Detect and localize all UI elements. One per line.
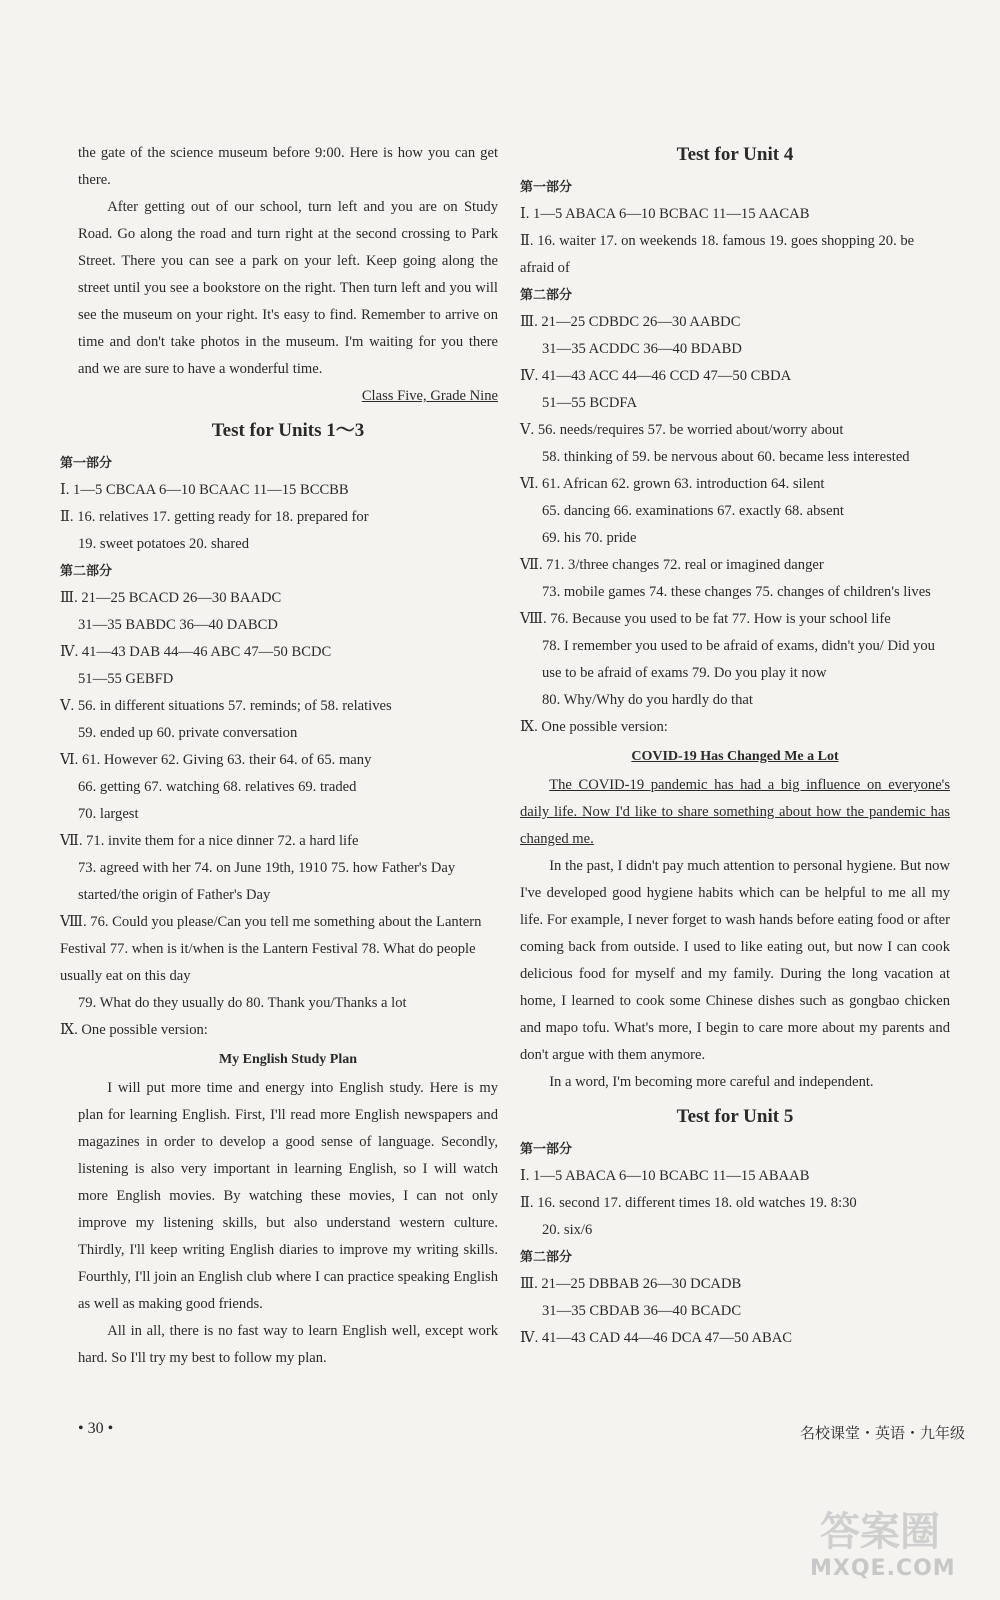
- answer-line: Ⅸ. One possible version:: [520, 719, 668, 735]
- answer-line: Ⅱ. 16. waiter 17. on weekends 18. famous 19. goes shopping 20. be afraid of: [520, 233, 915, 276]
- essay-paragraph-2: All in all, there is no fast way to learn English well, except work hard. So I'll try my best to follow my plan.: [78, 1323, 498, 1366]
- answer-line: 58. thinking of 59. be nervous about 60. became less interested: [542, 449, 910, 465]
- watermark-url: MXQE.COM: [810, 1556, 956, 1581]
- answer-line: 20. six/6: [542, 1222, 593, 1238]
- answer-line: Ⅷ. 76. Could you please/Can you tell me something about the Lantern Festival 77. when is it/when is the Lantern Festival 78. What do people usually eat on this day: [60, 914, 482, 984]
- intro-paragraph-2: After getting out of our school, turn left and you are on Study Road. Go along the road and turn right at the second crossing to Park Street. There you can see a park on your left. Keep going along the street until you see a bookstore on the right. Then turn left and you will see the museum on your right. It's easy to find. Remember to arrive on time and don't take photos in the museum. I'm waiting for you there and we are sure to have a wonderful time.: [78, 199, 498, 377]
- answer-line: 31—35 CBDAB 36—40 BCADC: [542, 1303, 742, 1319]
- answer-line: 65. dancing 66. examinations 67. exactly 68. absent: [542, 503, 844, 519]
- part-1-label: 第一部分: [60, 456, 113, 471]
- answer-line: Ⅵ. 61. However 62. Giving 63. their 64. of 65. many: [60, 752, 372, 768]
- answer-line: Ⅶ. 71. 3/three changes 72. real or imagined danger: [520, 557, 824, 573]
- answer-line: 69. his 70. pride: [542, 530, 637, 546]
- essay-paragraph-1: I will put more time and energy into English study. Here is my plan for learning English. First, I'll read more English newspapers and magazines in order to develop a good sense of language. Secondly, listening is also very important in learning English, so I will watch more English movies. By watching these movies, I can not only improve my listening skills, but also understand western culture. Thirdly, I'll keep writing English diaries to improve my writing skills. Fourthly, I'll join an English club where I can practice speaking English as well as making good friends.: [78, 1080, 498, 1312]
- answer-line: 73. mobile games 74. these changes 75. changes of children's lives: [542, 584, 931, 600]
- answer-line: Ⅳ. 41—43 DAB 44—46 ABC 47—50 BCDC: [60, 644, 332, 660]
- answer-line: Ⅴ. 56. in different situations 57. reminds; of 58. relatives: [60, 698, 392, 714]
- part-1-label: 第一部分: [520, 180, 573, 195]
- answer-line: 31—35 ACDDC 36—40 BDABD: [542, 341, 742, 357]
- answer-line: Ⅳ. 41—43 ACC 44—46 CCD 47—50 CBDA: [520, 368, 792, 384]
- part-2-label: 第二部分: [60, 564, 113, 579]
- answer-line: Ⅱ. 16. second 17. different times 18. old watches 19. 8:30: [520, 1195, 857, 1211]
- right-column: [520, 140, 950, 1352]
- essay-title: COVID-19 Has Changed Me a Lot: [631, 749, 839, 764]
- part-1-label: 第一部分: [520, 1142, 573, 1157]
- answer-line: 66. getting 67. watching 68. relatives 69. traded: [78, 779, 357, 795]
- test-title-units-1-3: Test for Units 1～3: [211, 420, 365, 441]
- signature: Class Five, Grade Nine: [361, 388, 498, 404]
- page-number: • 30 •: [78, 1420, 114, 1437]
- watermark-logo: 答案圈: [820, 1509, 940, 1555]
- answer-line: 19. sweet potatoes 20. shared: [78, 536, 250, 552]
- answer-line: Ⅳ. 41—43 CAD 44—46 DCA 47—50 ABAC: [520, 1330, 793, 1346]
- answer-line: Ⅴ. 56. needs/requires 57. be worried about/worry about: [520, 422, 844, 438]
- answer-line: Ⅰ. 1—5 ABACA 6—10 BCABC 11—15 ABAAB: [520, 1168, 810, 1184]
- answer-line: 78. I remember you used to be afraid of exams, didn't you/ Did you use to be afraid of exams 79. Do you play it now: [542, 638, 935, 681]
- answer-line: Ⅲ. 21—25 BCACD 26—30 BAADC: [60, 590, 282, 606]
- part-2-label: 第二部分: [520, 1250, 573, 1265]
- intro-paragraph-1: the gate of the science museum before 9:00. Here is how you can get there.: [78, 145, 498, 188]
- left-column: [60, 140, 498, 1372]
- essay-title: My English Study Plan: [218, 1052, 358, 1067]
- answer-line: Ⅷ. 76. Because you used to be fat 77. How is your school life: [520, 611, 891, 627]
- answer-line: Ⅰ. 1—5 CBCAA 6—10 BCAAC 11—15 BCCBB: [60, 482, 349, 498]
- answer-line: Ⅵ. 61. African 62. grown 63. introduction 64. silent: [520, 476, 825, 492]
- answer-line: 73. agreed with her 74. on June 19th, 1910 75. how Father's Day started/the origin of Father's Day: [78, 860, 456, 903]
- answer-line: Ⅲ. 21—25 DBBAB 26—30 DCADB: [520, 1276, 742, 1292]
- part-2-label: 第二部分: [520, 288, 573, 303]
- answer-line: 51—55 BCDFA: [542, 395, 638, 411]
- answer-line: 80. Why/Why do you hardly do that: [542, 692, 753, 708]
- test-title-unit-5: Test for Unit 5: [676, 1106, 794, 1127]
- essay-paragraph-2: In the past, I didn't pay much attention to personal hygiene. But now I've developed good hygiene habits which can be helpful to me all my life. For example, I never forget to wash hands before eating food or after coming back from outside. I used to like eating out, but now I can cook delicious food for myself and my family. During the long vacation at home, I learned to cook some Chinese dishes such as gongbao chicken and mapo tofu. What's more, I begin to care more about my parents and don't argue with them anymore.: [520, 858, 950, 1063]
- answer-line: Ⅸ. One possible version:: [60, 1022, 208, 1038]
- answer-line: Ⅱ. 16. relatives 17. getting ready for 18. prepared for: [60, 509, 369, 525]
- answer-line: 70. largest: [78, 806, 139, 822]
- essay-paragraph-1: The COVID-19 pandemic has had a big influence on everyone's daily life. Now I'd like to share something about how the pandemic has changed me.: [520, 777, 950, 847]
- answer-line: 59. ended up 60. private conversation: [78, 725, 298, 741]
- answer-line: 51—55 GEBFD: [78, 671, 174, 687]
- answer-line: Ⅶ. 71. invite them for a nice dinner 72. a hard life: [60, 833, 359, 849]
- test-title-unit-4: Test for Unit 4: [676, 144, 794, 165]
- answer-line: Ⅰ. 1—5 ABACA 6—10 BCBAC 11—15 AACAB: [520, 206, 810, 222]
- answer-line: Ⅲ. 21—25 CDBDC 26—30 AABDC: [520, 314, 741, 330]
- book-series-label: 名校课堂・英语・九年级: [800, 1424, 966, 1442]
- answer-line: 79. What do they usually do 80. Thank you/Thanks a lot: [78, 995, 407, 1011]
- answer-line: 31—35 BABDC 36—40 DABCD: [78, 617, 278, 633]
- essay-paragraph-3: In a word, I'm becoming more careful and independent.: [549, 1074, 874, 1090]
